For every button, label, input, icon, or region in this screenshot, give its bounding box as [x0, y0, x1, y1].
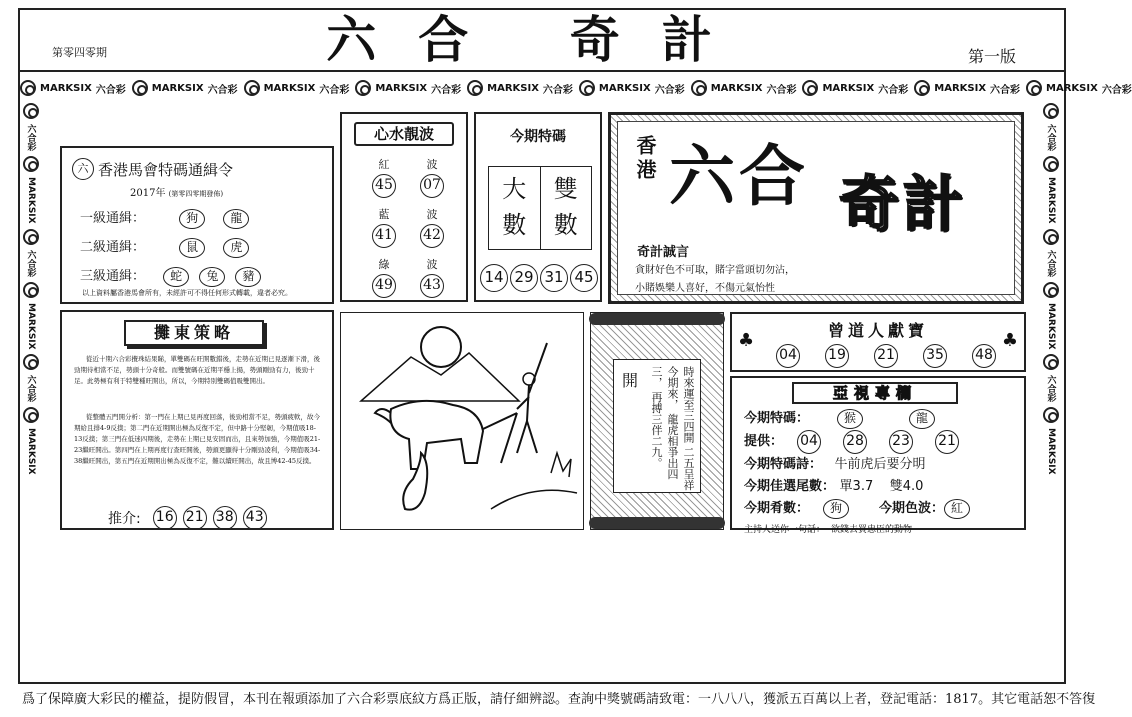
field-label: 今期特碼詩：: [744, 457, 823, 472]
flower-icon: [914, 80, 930, 96]
ticker-word: 六合彩: [654, 84, 685, 96]
wanted-header: [72, 158, 233, 180]
flower-icon: [467, 80, 483, 96]
number-ball: 23: [889, 430, 913, 454]
number-ball: 07: [420, 174, 444, 198]
ticker-word: MARKSIX: [375, 82, 428, 94]
grass-icon: [551, 453, 571, 477]
flower-icon: [23, 407, 39, 423]
color-label: 紅: [378, 158, 390, 171]
number-ball: 49: [372, 274, 396, 298]
number-ball: 35: [923, 344, 947, 368]
scroll-top-rod: [589, 313, 725, 325]
wanted-footer: 以上資料屬香港馬會所有，未經許可不得任何形式轉載，違者必究。: [82, 289, 292, 297]
number-ball: 31: [540, 264, 568, 292]
water-row-label: [360, 156, 456, 172]
ox-icon: [390, 401, 483, 469]
scroll-paper: [613, 359, 701, 493]
ticker-group: [1026, 80, 1132, 96]
illustration-box: [340, 312, 584, 530]
column-title: 亞視專欄: [792, 382, 958, 404]
side-label: MARKSIX: [1046, 177, 1056, 224]
ticker-word: 六合彩: [207, 84, 238, 96]
number-ball: 41: [372, 224, 396, 248]
number-ball: 04: [797, 430, 821, 454]
ticker-word: MARKSIX: [710, 82, 763, 94]
flower-icon: [23, 282, 39, 298]
flower-icon: [1043, 156, 1059, 172]
number-ball: 43: [243, 506, 267, 530]
flower-icon: [20, 80, 36, 96]
wave-label: 波: [426, 258, 438, 271]
ticker-group: [467, 80, 573, 96]
flower-icon: [691, 80, 707, 96]
flower-icon: [1043, 282, 1059, 298]
scroll-line: 時來運至三四開: [682, 366, 695, 443]
flower-icon: [1043, 229, 1059, 245]
ticker-group: [132, 80, 238, 96]
number-ball: 21: [935, 430, 959, 454]
motto-line-1: 貪財好色不可取，賭字當頭切勿沾，: [635, 265, 795, 276]
side-label: 六合彩: [1045, 249, 1056, 277]
motto-line-2: 小賭娛樂人喜好，不傷元氣怡性: [635, 283, 775, 294]
number-ball: 19: [825, 344, 849, 368]
right-ornament-icon: ♣: [1001, 330, 1018, 351]
page-title: 六合 奇計: [326, 11, 754, 69]
column-host-row: [744, 520, 1024, 540]
field-label: 今期色波：: [879, 501, 945, 516]
side-label: MARKSIX: [1046, 428, 1056, 475]
scroll-title: 開: [622, 371, 639, 390]
wanted-zodiac: 狗: [179, 209, 205, 229]
field-label: 主持人送你一句話：: [744, 525, 826, 535]
scroll-bottom-rod: [589, 517, 725, 529]
logo-region: 香港: [633, 135, 657, 183]
special-box: [474, 112, 602, 302]
ticker-group: [244, 80, 350, 96]
treasure-numbers: [776, 344, 996, 368]
field-label: 今期佳選尾數：: [744, 479, 836, 494]
ticker-word: 六合彩: [319, 84, 350, 96]
number-ball: 14: [480, 264, 508, 292]
double-cell: [541, 167, 592, 249]
field-label: 提供：: [744, 434, 784, 449]
wanted-zodiac: 兔: [199, 267, 225, 287]
strategy-title: 攤東策略: [124, 320, 264, 346]
ticker-word: MARKSIX: [934, 82, 987, 94]
plough-icon: [483, 413, 517, 463]
water-title: 心水靚波: [354, 122, 454, 146]
big-double-box: [488, 166, 592, 250]
number-ball: 21: [874, 344, 898, 368]
motto-title: 奇計誠言: [637, 245, 690, 260]
flower-icon: [355, 80, 371, 96]
logo-name-a: 六合: [669, 138, 809, 215]
ox-horn-icon: [375, 409, 391, 423]
recommend-label: 推介:: [108, 511, 141, 527]
strategy-box: [60, 310, 334, 530]
number-ball: 42: [420, 224, 444, 248]
side-label: 六合彩: [1045, 124, 1056, 151]
flower-icon: [802, 80, 818, 96]
water-row-label: [360, 206, 456, 222]
number-ball: 28: [843, 430, 867, 454]
ticker-group: [691, 80, 797, 96]
ticker-word: MARKSIX: [263, 82, 316, 94]
logo-box: [608, 112, 1024, 304]
zodiac-oval: 龍: [909, 409, 935, 429]
zodiac-oval: 猴: [837, 409, 863, 429]
flower-icon: [1043, 354, 1059, 370]
poem-text: 牛前虎后要分明: [834, 457, 926, 472]
special-numbers: [480, 264, 598, 292]
ground-line-icon: [491, 490, 577, 509]
zodiac-oval: 狗: [823, 499, 849, 519]
ticker-word: MARKSIX: [40, 82, 92, 94]
flower-icon: [23, 156, 39, 172]
column-box: [730, 376, 1026, 535]
ticker-group: [355, 80, 461, 96]
scroll-text: [648, 366, 696, 492]
big-label: 數: [502, 211, 527, 239]
flower-icon: [244, 80, 260, 96]
ticker-word: 六合彩: [990, 84, 1021, 96]
water-row-numbers: [360, 174, 456, 198]
wanted-row-label: 二級通緝：: [80, 240, 146, 255]
number-ball: 16: [153, 506, 177, 530]
scroll-line: 再搏三伴二九。: [650, 391, 663, 469]
ticker-word: MARKSIX: [487, 82, 539, 94]
flower-icon: [23, 103, 39, 119]
treasure-box: [730, 312, 1026, 372]
water-rows: [360, 156, 456, 298]
number-ball: 45: [570, 264, 598, 292]
wanted-zodiac: 虎: [223, 238, 249, 258]
flower-icon: [1043, 407, 1059, 423]
ticker-word: 六合彩: [542, 84, 573, 96]
farmer-ox-illustration: [341, 313, 583, 529]
column-zodiac-row: [744, 498, 1024, 520]
header-divider: [20, 70, 1064, 72]
number-ball: 43: [420, 274, 444, 298]
treasure-title: 曾道人獻寶: [827, 321, 928, 340]
water-row-label: [360, 256, 456, 272]
strategy-para-1: 從近十期六合彩攪珠結果睇，單雙碼在旺開數錯後，走勢在近期已見逐漸下滑，後勁期待相當不足，勢頭十分奇般。而雙號碼在近期平穩上揚，勢頭剛勁有力，後勁十足。此勢極有利于特雙種旺開出，所以，今期特別雙碼值吸雙開出。: [74, 355, 320, 385]
right-side-strip: [1040, 100, 1062, 680]
side-label: MARKSIX: [26, 428, 36, 475]
side-label: 六合彩: [25, 124, 36, 151]
column-poem-row: [744, 454, 1024, 476]
number-ball: 45: [372, 174, 396, 198]
footer-notice: 爲了保障廣大彩民的權益，提防假冒，本刊在報頭添加了六合彩票底紋方爲正版，請仔細辨認。查詢中獎號碼請致電：一八八八，獲派五百萬以上者，登記電話：1817。其它電話恕不答復: [22, 692, 1096, 707]
ticker-group: [579, 80, 685, 96]
flower-icon: [23, 229, 39, 245]
edition-label: 第一版: [968, 47, 1017, 66]
double-label: 數: [553, 211, 578, 239]
color-label: 藍: [378, 208, 390, 221]
scroll-box: [590, 312, 724, 530]
number-ball: 04: [776, 344, 800, 368]
side-label: 六合彩: [25, 375, 36, 403]
side-label: MARKSIX: [1046, 302, 1056, 350]
left-ornament-icon: ♣: [738, 330, 755, 351]
ticker-word: MARKSIX: [151, 82, 204, 94]
big-cell: [489, 167, 541, 249]
color-label: 綠: [378, 258, 390, 271]
logo-icon: 六: [72, 158, 94, 180]
wanted-zodiac: 鼠: [179, 238, 205, 258]
ticker-word: 六合彩: [1101, 84, 1132, 96]
wanted-row-label: 一級通緝：: [80, 211, 146, 226]
scroll-line: 龍虎相爭出四三，: [650, 366, 679, 480]
field-label: 今期肴數：: [744, 501, 810, 516]
wanted-row: [80, 233, 261, 262]
number-ball: 29: [510, 264, 538, 292]
flower-icon: [23, 354, 39, 370]
wanted-box: [60, 146, 334, 304]
ticker-word: 六合彩: [431, 84, 462, 96]
strategy-recommend: [108, 506, 267, 530]
wanted-row: [80, 204, 261, 233]
big-label: 大: [502, 175, 527, 203]
ticker-word: MARKSIX: [1046, 82, 1098, 94]
ticker-word: MARKSIX: [822, 82, 875, 94]
side-label: 六合彩: [25, 249, 36, 277]
issue-number: 第零四零期: [52, 46, 107, 59]
column-provide-row: [744, 430, 1024, 454]
ticker-word: 六合彩: [95, 84, 126, 96]
wanted-zodiac: 龍: [223, 209, 249, 229]
sun-icon: [421, 327, 461, 367]
ticker-word: 六合彩: [878, 84, 909, 96]
flower-icon: [1026, 80, 1042, 96]
ticker-word: 六合彩: [766, 84, 797, 96]
color-oval: 紅: [944, 499, 970, 519]
logo-name-b: 奇計: [839, 170, 967, 240]
left-side-strip: [20, 100, 42, 680]
wanted-zodiac: 豬: [235, 267, 261, 287]
side-label: MARKSIX: [26, 302, 36, 350]
number-ball: 48: [972, 344, 996, 368]
water-box: [340, 112, 468, 302]
ticker-word: MARKSIX: [598, 82, 651, 94]
column-body: [744, 408, 1024, 540]
water-row-numbers: [360, 224, 456, 248]
scroll-line: 二五呈祥今期來，: [666, 366, 695, 491]
field-label: 今期特碼：: [744, 411, 810, 426]
water-row-numbers: [360, 274, 456, 298]
wanted-year-line: [130, 184, 223, 199]
wanted-year: 2017年: [130, 188, 166, 199]
flower-icon: [1043, 103, 1059, 119]
ticker-group: [20, 80, 126, 96]
flower-icon: [579, 80, 595, 96]
wanted-zodiac: 蛇: [163, 267, 189, 287]
ticker-group: [914, 80, 1020, 96]
marksix-ticker: [20, 76, 1132, 100]
strategy-para-2: 從整體五門開分析：第一門在上期已見再度回落，後勁相當不足，勢頭疲軟，故今期給且排4-9反撲；第二門在近期開出極為反復不定，但中路十分堅韌，今期值吸18-13反撲；第三門在低迷四期後，走勢在上期已見安固而出，且來勢加強，今期值吸21-23繼旺開出。第四門在上期再度行查旺開後，勢頭更顯得十分剛勁凌利，今期值吸34-38繼旺開出，第五門在近期開出極為反復不定，難以續旺開出，故且博42-45反撲。: [74, 413, 321, 465]
tail-text: 單3.7 雙4.0: [839, 479, 924, 494]
farmer-icon: [517, 343, 547, 453]
side-label: MARKSIX: [26, 177, 36, 224]
wanted-year-note: (第零四零期發佈): [168, 190, 224, 198]
double-label: 雙: [553, 175, 578, 203]
wanted-title: 香港馬會特碼通緝令: [98, 160, 234, 179]
flower-icon: [132, 80, 148, 96]
host-quote: 欲錢去買忠臣的動物: [831, 525, 913, 535]
wave-label: 波: [426, 158, 438, 171]
wanted-row-label: 三級通緝：: [80, 269, 146, 284]
wave-label: 波: [426, 208, 438, 221]
ticker-group: [802, 80, 908, 96]
special-title: 今期特碼: [510, 129, 566, 145]
number-ball: 21: [183, 506, 207, 530]
wanted-rows: [80, 204, 261, 291]
wanted-row: [80, 262, 261, 291]
side-label: 六合彩: [1045, 375, 1056, 403]
column-tail-row: [744, 476, 1024, 498]
column-tema-row: [744, 408, 1024, 430]
number-ball: 38: [213, 506, 237, 530]
